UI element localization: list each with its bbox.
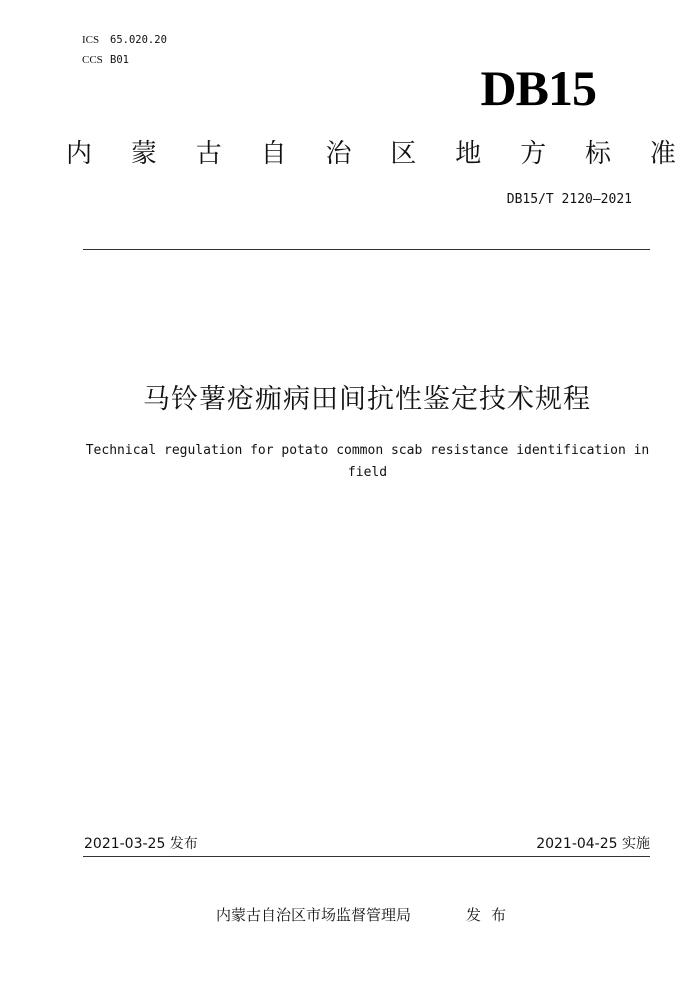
standard-type-char: 自: [260, 139, 287, 169]
standard-type-char: 蒙: [130, 139, 157, 169]
ics-code: 65.020.20: [110, 34, 167, 46]
ccs-label: CCS: [82, 54, 103, 66]
issue-date: 2021-03-25 发布: [84, 836, 198, 852]
publisher: 内蒙古自治区市场监督管理局: [216, 906, 412, 924]
ccs-line: [82, 50, 129, 70]
standard-type-char: 地: [455, 139, 482, 169]
implementation-date: 2021-04-25 实施: [536, 836, 650, 852]
document-title-en: Technical regulation for potato common scab resistance identification in field: [85, 443, 650, 480]
publish-word: 发布: [466, 906, 517, 924]
ccs-code: B01: [110, 54, 129, 66]
standard-type-char: 区: [390, 139, 417, 169]
standard-code-logo: DB15: [480, 60, 596, 116]
standard-number: DB15/T 2120—2021: [506, 192, 632, 207]
bottom-divider: [83, 856, 650, 857]
top-divider: [83, 249, 650, 250]
document-title-cn: 马铃薯疮痂病田间抗性鉴定技术规程: [143, 384, 591, 415]
standard-type-char: 方: [520, 139, 547, 169]
standard-type-char: 标: [585, 139, 612, 169]
standard-type-char: 古: [195, 139, 222, 169]
standard-type-heading: [66, 134, 676, 174]
ics-label: ICS: [82, 34, 100, 46]
ics-line: [82, 30, 167, 50]
standard-type-char: 内: [66, 139, 93, 169]
standard-type-char: 治: [325, 139, 352, 169]
standard-type-char: 准: [649, 139, 676, 169]
